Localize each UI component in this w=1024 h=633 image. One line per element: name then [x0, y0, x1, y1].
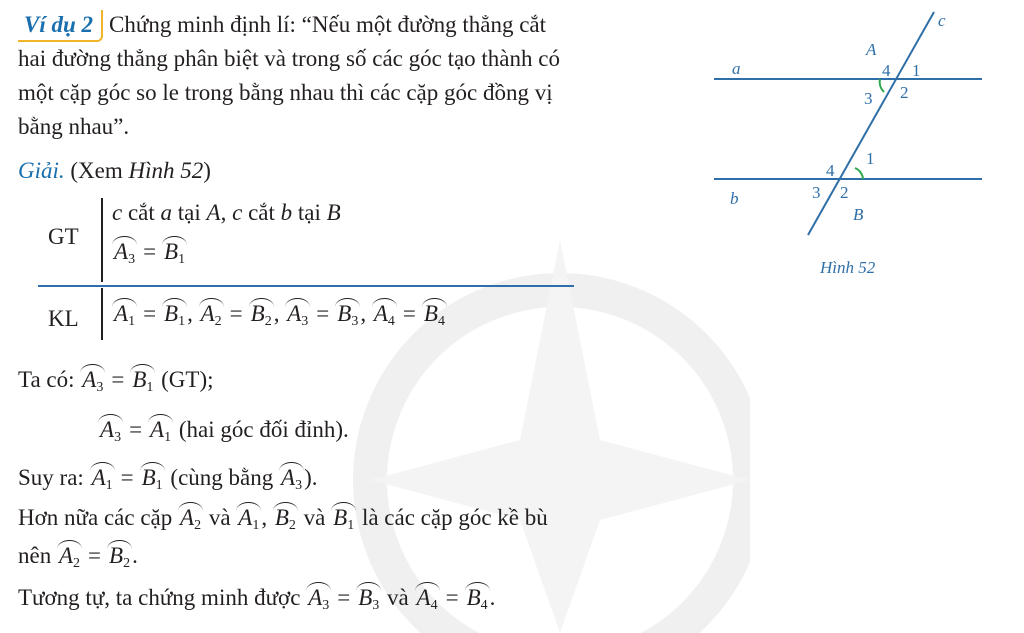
angle-arc-B	[855, 168, 863, 179]
kl-line: $A_1 = B_1$, $A_2 = B_2$, $A_3 = B_3$, $A_4 = B_4$	[112, 296, 447, 334]
gt-line-2: $A_3 = B_1$	[112, 234, 187, 272]
proof-line-1: Ta có: $A_3 = B_1$ (GT);	[18, 362, 214, 400]
proof-line-2: $A_3 = A_1$ (hai góc đối đỉnh).	[98, 412, 349, 450]
solution-label: Giải.	[18, 158, 65, 183]
intro-line-3: một cặp góc so le trong bằng nhau thì các cặp góc đồng vị	[18, 80, 553, 105]
gt-kl-separator	[38, 285, 574, 287]
intro-line-4: bằng nhau”.	[18, 114, 130, 139]
svg-text:3: 3	[812, 183, 821, 202]
label-line-a: a	[732, 59, 741, 78]
svg-text:2: 2	[840, 183, 849, 202]
label-line-c: c	[938, 11, 946, 30]
label-point-A: A	[866, 40, 877, 59]
gt-line-1: c cắt a tại A, c cắt b tại B	[112, 200, 341, 225]
angle-A3: $A_3$	[114, 234, 135, 272]
svg-text:1: 1	[866, 149, 875, 168]
intro-line-1: Chứng minh định lí: “Nếu một đường thẳng cắt	[109, 12, 547, 37]
figure-reference: Hình 52	[128, 158, 204, 183]
solution-heading: Giải. (Xem Hình 52)	[18, 158, 211, 183]
proof-line-4: Hơn nữa các cặp $A_2$ và $A_1$, $B_2$ và $B_1$ là các cặp góc kề bù	[18, 500, 548, 538]
gt-kl-table	[38, 196, 574, 346]
svg-text:2: 2	[900, 83, 909, 102]
kl-label: KL	[48, 306, 79, 331]
label-point-B: B	[853, 205, 864, 224]
gt-label: GT	[48, 224, 79, 249]
angle-arc-A	[880, 79, 884, 92]
proof-line-3: Suy ra: $A_1 = B_1$ (cùng bằng $A_3$).	[18, 460, 317, 498]
gt-divider	[101, 198, 103, 282]
intro-line-2: hai đường thẳng phân biệt và trong số các góc tạo thành có	[18, 46, 560, 71]
svg-text:1: 1	[912, 61, 921, 80]
angle-B1: $B_1$	[164, 234, 185, 272]
proof-line-5: nên $A_2 = B_2$.	[18, 538, 138, 576]
svg-text:4: 4	[882, 61, 891, 80]
example-badge: Ví dụ 2	[18, 10, 103, 42]
svg-text:3: 3	[864, 89, 873, 108]
intro-paragraph	[18, 10, 546, 42]
figure-caption: Hình 52	[820, 258, 876, 277]
svg-text:4: 4	[826, 161, 835, 180]
proof-line-6: Tương tự, ta chứng minh được $A_3 = B_3$ và $A_4 = B_4$.	[18, 580, 495, 618]
kl-divider	[101, 288, 103, 340]
figure-52-diagram	[700, 8, 1000, 288]
label-line-b: b	[730, 189, 739, 208]
